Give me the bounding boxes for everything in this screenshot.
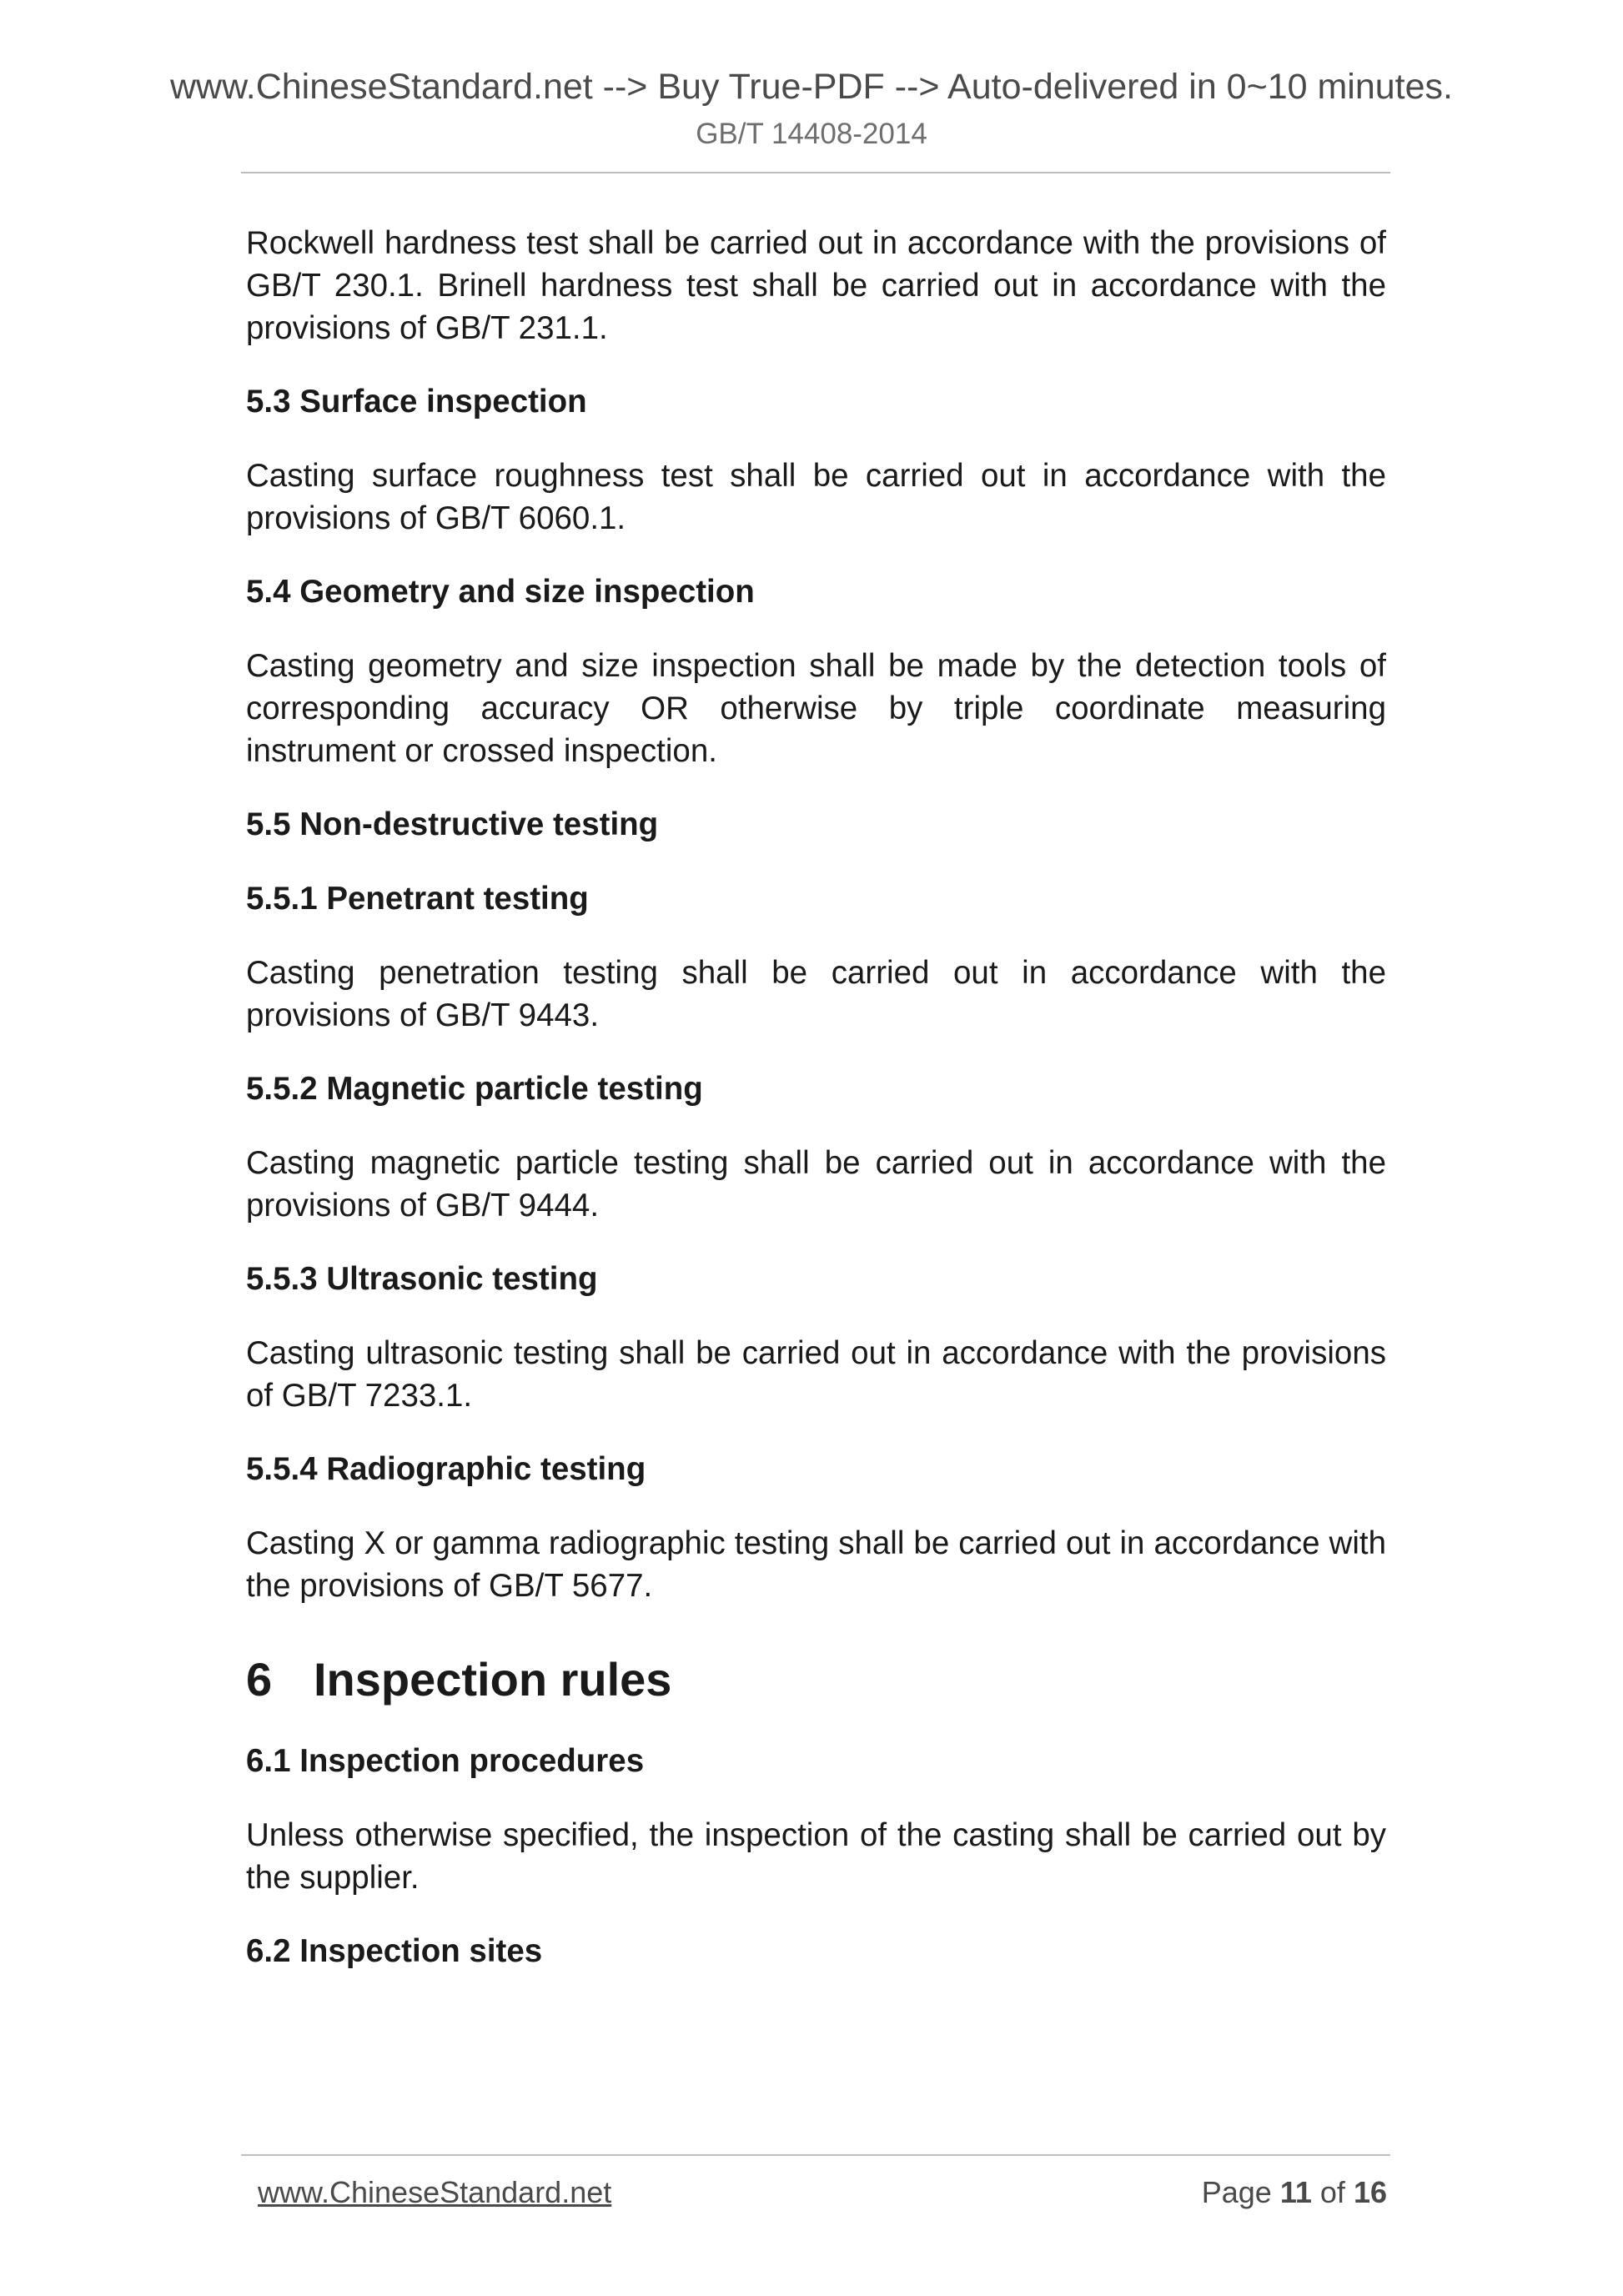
standard-code: GB/T 14408-2014	[696, 118, 927, 150]
heading-6-1: 6.1 Inspection procedures	[246, 1743, 645, 1779]
paragraph-5-5-1: Casting penetration testing shall be carried out in accordance with the provisions of GB/T 9443.	[246, 955, 1386, 1033]
paragraph-5-5-3: Casting ultrasonic testing shall be carried out in accordance with the provisions of GB/T 7233.1.	[246, 1335, 1386, 1414]
paragraph-5-5-4: Casting X or gamma radiographic testing shall be carried out in accordance with the provisions of GB/T 5677.	[246, 1525, 1386, 1604]
paragraph-5-3: Casting surface roughness test shall be carried out in accordance with the provisions of GB/T 6060.1.	[246, 458, 1386, 536]
paragraph-5-5-2: Casting magnetic particle testing shall be carried out in accordance with the provisions of GB/T 9444.	[246, 1145, 1386, 1223]
heading-6-2: 6.2 Inspection sites	[246, 1933, 543, 1969]
footer-website-link[interactable]: www.ChineseStandard.net	[258, 2175, 612, 2209]
heading-5-3: 5.3 Surface inspection	[246, 384, 587, 420]
paragraph-6-1: Unless otherwise specified, the inspection of the casting shall be carried out by the supplier.	[246, 1817, 1386, 1896]
heading-5-5: 5.5 Non-destructive testing	[246, 806, 659, 842]
page-content	[246, 222, 1386, 1972]
heading-6-number: 6	[246, 1653, 273, 1706]
page-of-word: of	[1319, 2175, 1345, 2209]
heading-5-4: 5.4 Geometry and size inspection	[246, 574, 755, 610]
heading-6	[246, 1650, 1386, 1709]
heading-6-title: Inspection rules	[314, 1653, 672, 1706]
page-total: 16	[1353, 2175, 1387, 2209]
page-indicator	[1202, 2173, 1387, 2212]
heading-5-5-4: 5.5.4 Radiographic testing	[246, 1451, 646, 1487]
heading-5-5-3: 5.5.3 Ultrasonic testing	[246, 1261, 598, 1297]
intro-paragraph: Rockwell hardness test shall be carried out in accordance with the provisions of GB/T 230.1. Brinell hardness test shall be carried out in accordance with the provisions of GB/T 231.1.	[246, 225, 1386, 346]
header-divider	[241, 172, 1390, 173]
header-banner: www.ChineseStandard.net --> Buy True-PDF --> Auto-delivered in 0~10 minutes.	[169, 67, 1453, 107]
heading-5-5-1: 5.5.1 Penetrant testing	[246, 881, 589, 917]
page-current: 11	[1279, 2175, 1312, 2209]
heading-5-5-2: 5.5.2 Magnetic particle testing	[246, 1071, 703, 1107]
footer-divider	[241, 2154, 1390, 2156]
page-word: Page	[1201, 2175, 1272, 2209]
paragraph-5-4: Casting geometry and size inspection shall be made by the detection tools of corresponding accuracy OR otherwise by triple coordinate measuring instrument or crossed inspection.	[246, 648, 1386, 769]
